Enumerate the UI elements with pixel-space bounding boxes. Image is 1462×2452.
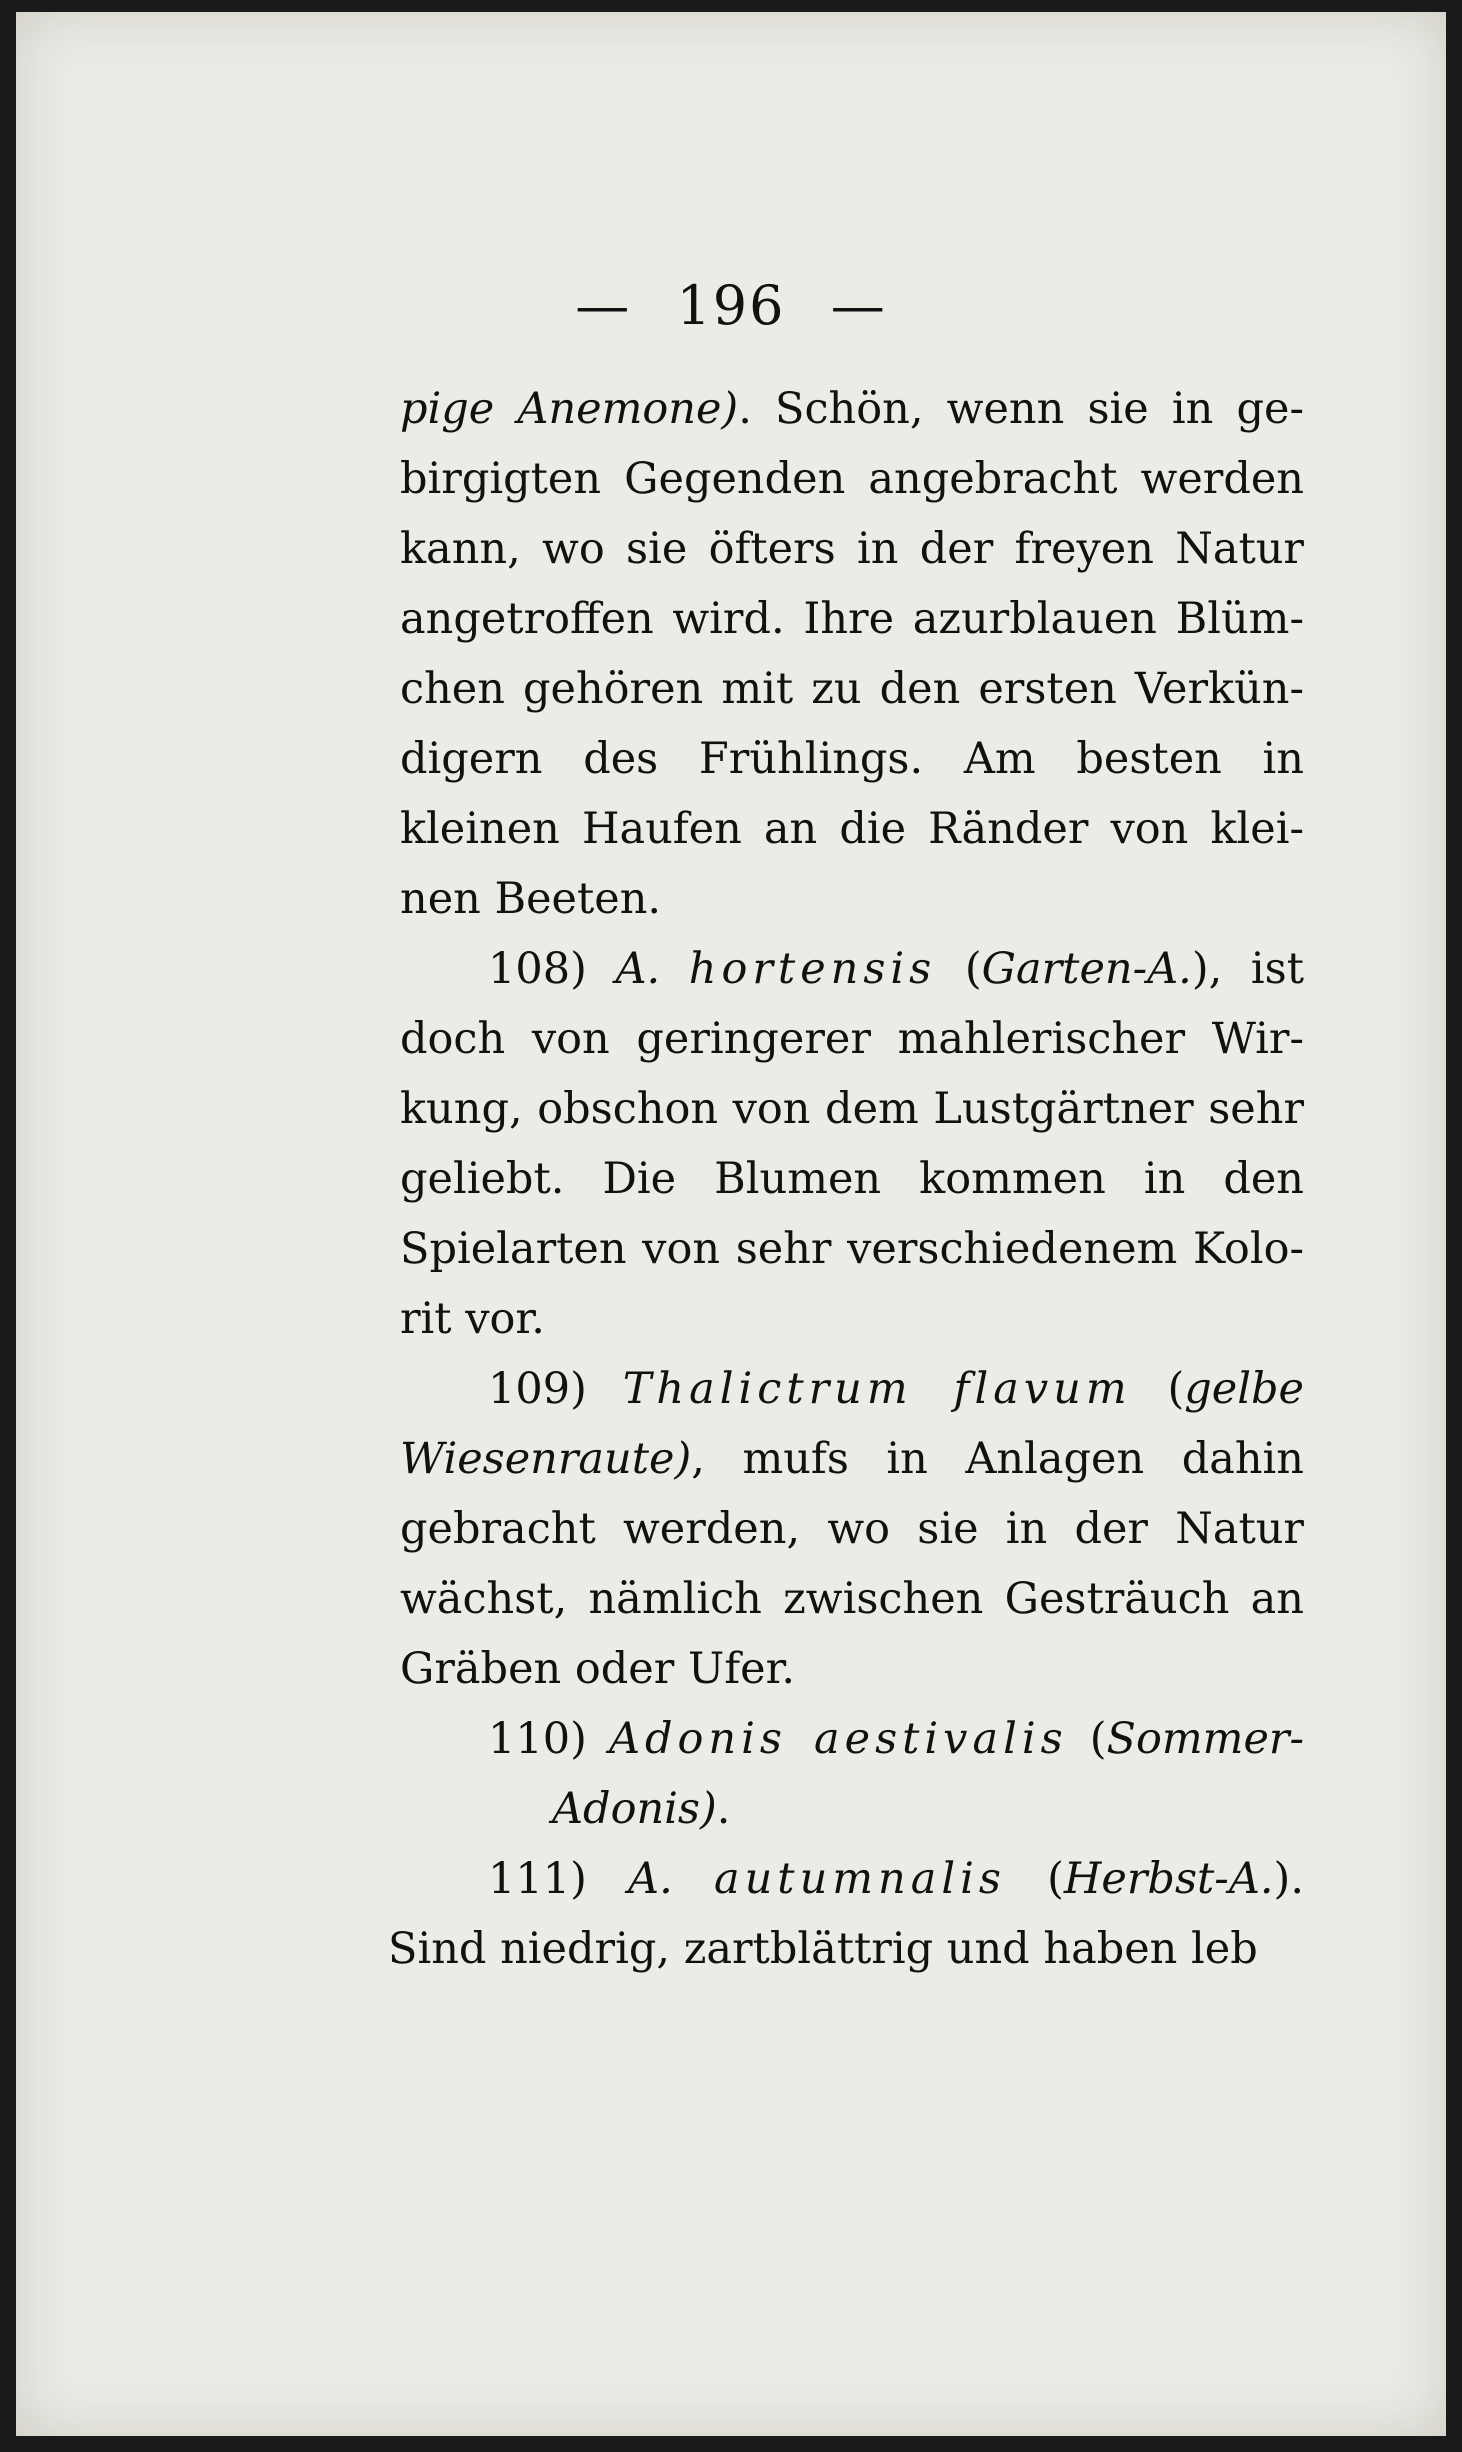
text-segment: , mufs in Anlagen dahin bbox=[691, 1434, 1304, 1484]
book-page bbox=[16, 12, 1446, 2436]
text-segment: Gräben oder Ufer. bbox=[400, 1644, 796, 1694]
text-line bbox=[400, 584, 1304, 654]
text-line bbox=[400, 1284, 1304, 1354]
italic-text: A. bbox=[615, 944, 689, 994]
text-line bbox=[400, 724, 1304, 794]
text-line bbox=[400, 1704, 1304, 1774]
text-line bbox=[400, 1354, 1304, 1424]
text-line bbox=[400, 794, 1304, 864]
text-line bbox=[400, 1564, 1304, 1634]
text-segment: ( bbox=[1131, 1364, 1185, 1414]
text-segment: ), ist bbox=[1191, 944, 1304, 994]
text-segment: . bbox=[716, 1784, 731, 1834]
header-dash-right: — bbox=[830, 274, 887, 337]
text-line bbox=[400, 1494, 1304, 1564]
text-segment: ( bbox=[1067, 1714, 1107, 1764]
text-segment: Sind niedrig, zartblättrig und haben leb bbox=[388, 1924, 1258, 1974]
text-segment: kung, obschon von dem Lustgärtner sehr bbox=[400, 1084, 1304, 1134]
text-segment: ( bbox=[1005, 1854, 1064, 1904]
text-segment: gebracht werden, wo sie in der Natur bbox=[400, 1504, 1304, 1554]
spaced-italic-text: hortensis bbox=[688, 944, 937, 994]
spaced-italic-text: autumnalis bbox=[713, 1854, 1006, 1904]
text-segment: 109) bbox=[488, 1364, 623, 1414]
text-segment: chen gehören mit zu den ersten Verkün- bbox=[400, 664, 1304, 714]
text-segment: kleinen Haufen an die Ränder von klei- bbox=[400, 804, 1304, 854]
italic-text: Adonis) bbox=[552, 1784, 717, 1834]
text-line bbox=[400, 654, 1304, 724]
text-line bbox=[400, 374, 1304, 444]
spaced-italic-text: Adonis aestivalis bbox=[608, 1714, 1068, 1764]
text-line bbox=[400, 1634, 1304, 1704]
italic-text: Wiesenraute) bbox=[400, 1434, 692, 1484]
page-header bbox=[16, 274, 1446, 337]
text-line bbox=[400, 1074, 1304, 1144]
italic-text: Garten-A. bbox=[981, 944, 1192, 994]
italic-text: Herbst-A. bbox=[1063, 1854, 1274, 1904]
text-line bbox=[400, 864, 1304, 934]
text-line bbox=[400, 1004, 1304, 1074]
italic-text: pige Anemone) bbox=[400, 384, 739, 434]
text-segment: birgigten Gegenden angebracht werden bbox=[400, 454, 1304, 504]
text-segment: wächst, nämlich zwischen Gesträuch an bbox=[400, 1574, 1304, 1624]
text-segment: . Schön, wenn sie in ge- bbox=[738, 384, 1304, 434]
text-segment: doch von geringerer mahlerischer Wir- bbox=[400, 1014, 1304, 1064]
text-line bbox=[400, 1144, 1304, 1214]
text-line bbox=[400, 934, 1304, 1004]
header-dash-left: — bbox=[575, 274, 632, 337]
text-line bbox=[400, 444, 1304, 514]
italic-text: A. bbox=[628, 1854, 714, 1904]
text-line bbox=[388, 1914, 1304, 1984]
text-segment: rit vor. bbox=[400, 1294, 545, 1344]
italic-text: gelbe bbox=[1184, 1364, 1304, 1414]
spaced-italic-text: Thalictrum flavum bbox=[622, 1364, 1132, 1414]
text-line bbox=[400, 1774, 1304, 1844]
text-segment: Spielarten von sehr verschiedenem Kolo- bbox=[400, 1224, 1304, 1274]
text-segment: geliebt. Die Blumen kommen in den bbox=[400, 1154, 1304, 1204]
text-segment: nen Beeten. bbox=[400, 874, 662, 924]
body-text bbox=[388, 374, 1304, 1984]
text-segment: 110) bbox=[488, 1714, 609, 1764]
text-segment: ( bbox=[936, 944, 982, 994]
text-segment: kann, wo sie öfters in der freyen Natur bbox=[400, 524, 1304, 574]
text-line bbox=[400, 1424, 1304, 1494]
text-line bbox=[400, 1844, 1304, 1914]
text-line bbox=[400, 514, 1304, 584]
page-number: 196 bbox=[676, 274, 786, 337]
text-segment: digern des Frühlings. Am besten in bbox=[400, 734, 1304, 784]
text-segment: ). bbox=[1273, 1854, 1304, 1904]
italic-text: Sommer- bbox=[1106, 1714, 1304, 1764]
text-segment: 108) bbox=[488, 944, 616, 994]
text-segment: 111) bbox=[488, 1854, 629, 1904]
text-line bbox=[400, 1214, 1304, 1284]
text-segment: angetroffen wird. Ihre azurblauen Blüm- bbox=[400, 594, 1304, 644]
